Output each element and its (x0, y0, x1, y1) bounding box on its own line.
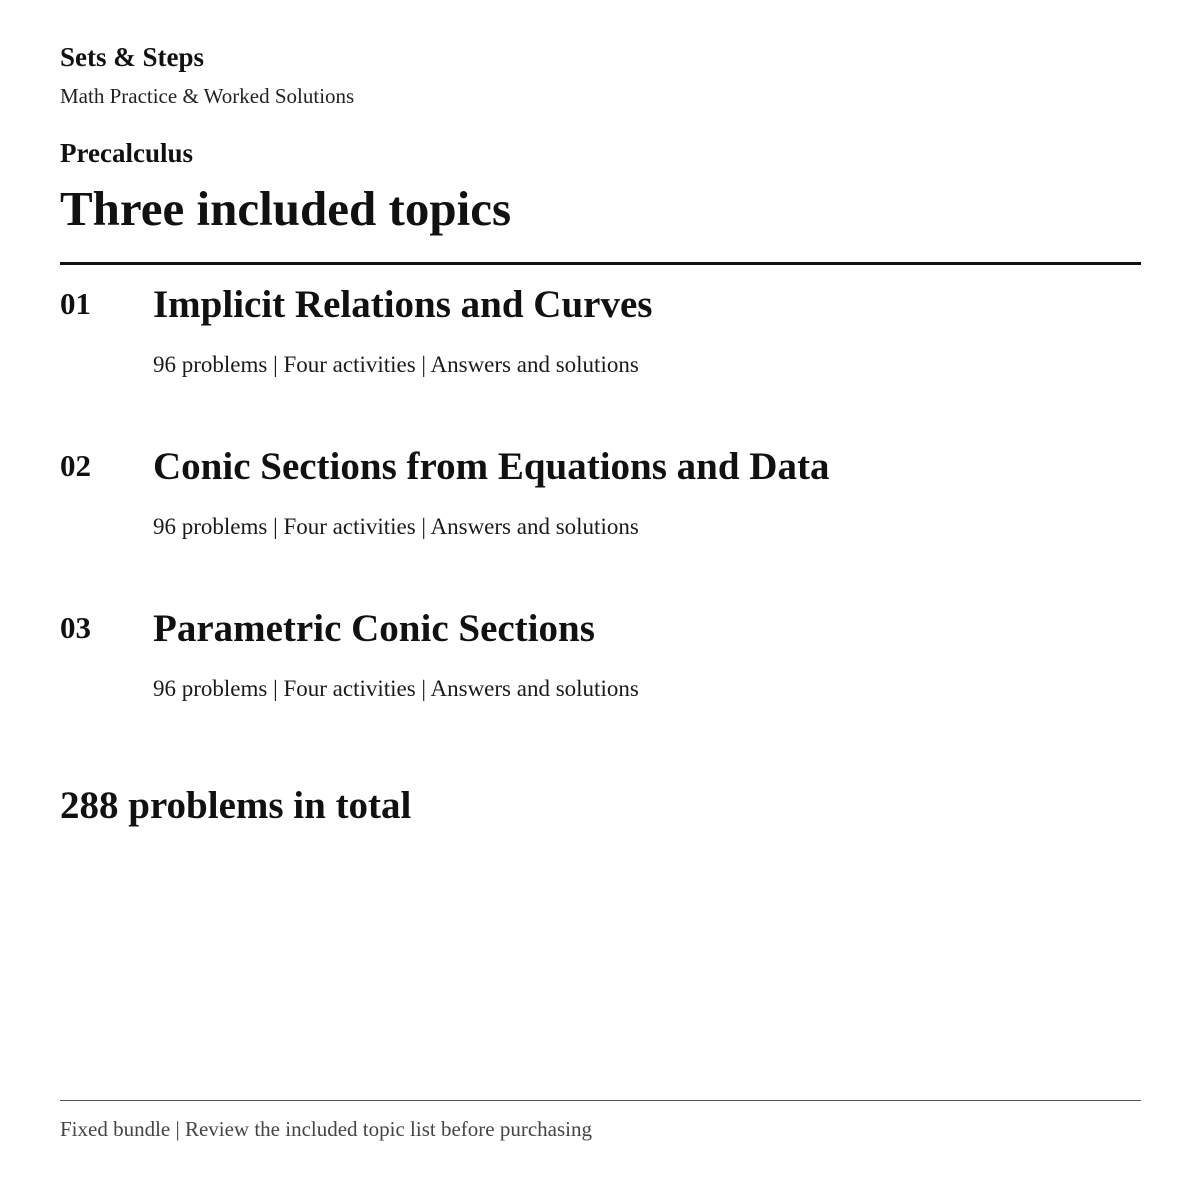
brand-tagline: Math Practice & Worked Solutions (60, 84, 355, 108)
topic-item (60, 607, 1141, 750)
footer-note: Fixed bundle | Review the included topic list before purchasing (60, 1117, 592, 1141)
topic-title: Implicit Relations and Curves (153, 283, 653, 326)
subject-label: Precalculus (60, 138, 193, 168)
topic-title: Parametric Conic Sections (153, 607, 595, 650)
total-problems: 288 problems in total (60, 784, 412, 827)
brand-name: Sets & Steps (60, 42, 205, 72)
topic-number: 02 (60, 448, 91, 483)
topic-item (60, 283, 1141, 426)
topic-meta: 96 problems | Four activities | Answers and solutions (153, 676, 639, 701)
topic-title: Conic Sections from Equations and Data (153, 445, 830, 488)
bundle-page (60, 0, 1141, 1200)
footer-divider (60, 1100, 1141, 1101)
topic-meta: 96 problems | Four activities | Answers and solutions (153, 514, 639, 539)
topic-item (60, 445, 1141, 588)
topic-number: 01 (60, 286, 91, 321)
header-divider (60, 262, 1141, 265)
page-title: Three included topics (60, 181, 512, 236)
topic-meta: 96 problems | Four activities | Answers and solutions (153, 352, 639, 377)
topic-number: 03 (60, 610, 91, 645)
